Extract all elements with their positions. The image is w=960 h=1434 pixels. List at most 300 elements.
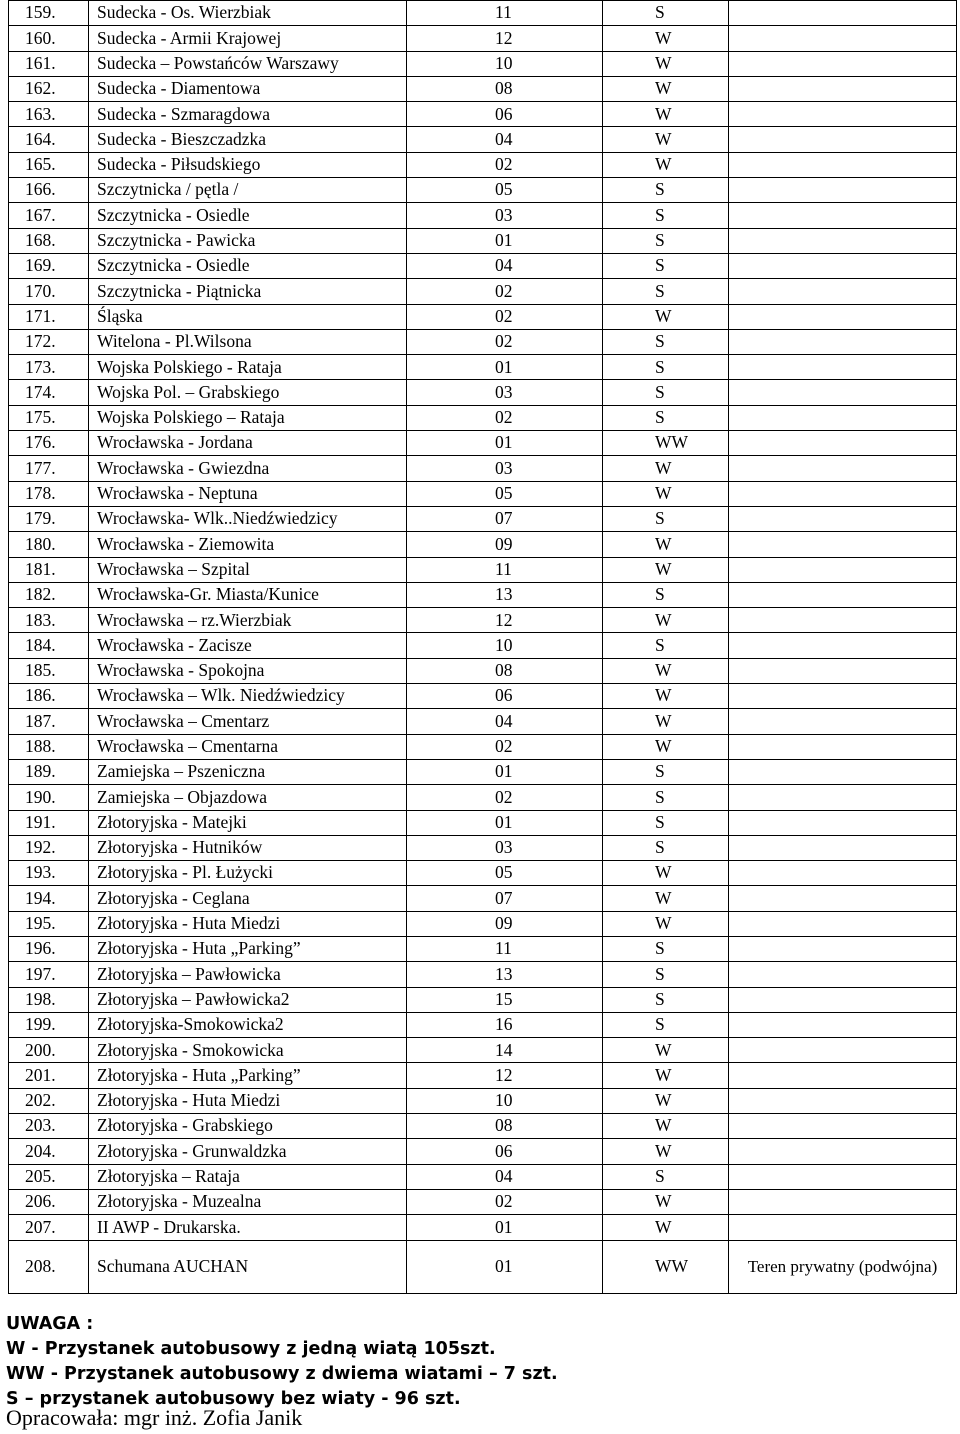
stop-name: Wrocławska – rz.Wierzbiak xyxy=(89,608,407,633)
stop-name: Wrocławska- Wlk..Niedźwiedzicy xyxy=(89,506,407,531)
shelter-type: W xyxy=(603,1114,729,1139)
table-row xyxy=(9,1240,957,1293)
row-note xyxy=(729,835,957,860)
table-row xyxy=(9,279,957,304)
row-number: 175. xyxy=(9,405,89,430)
stop-code: 01 xyxy=(407,355,603,380)
stop-code: 05 xyxy=(407,861,603,886)
row-number: 176. xyxy=(9,431,89,456)
stop-code: 08 xyxy=(407,76,603,101)
shelter-type: W xyxy=(603,684,729,709)
stop-code: 04 xyxy=(407,253,603,278)
table-row xyxy=(9,1215,957,1240)
row-note xyxy=(729,431,957,456)
row-note xyxy=(729,76,957,101)
stop-name: Szczytnicka - Osiedle xyxy=(89,203,407,228)
row-note xyxy=(729,102,957,127)
stop-name: Wrocławska – Wlk. Niedźwiedzicy xyxy=(89,684,407,709)
stop-name: Zamiejska – Pszeniczna xyxy=(89,759,407,784)
row-note xyxy=(729,658,957,683)
stop-code: 06 xyxy=(407,1139,603,1164)
shelter-type: S xyxy=(603,355,729,380)
shelter-type: S xyxy=(603,279,729,304)
legend-title: UWAGA : xyxy=(6,1314,94,1334)
legend-w: W - Przystanek autobusowy z jedną wiatą 105szt. xyxy=(6,1339,496,1359)
row-note xyxy=(729,1139,957,1164)
table-row xyxy=(9,810,957,835)
table-row xyxy=(9,456,957,481)
shelter-type: W xyxy=(603,709,729,734)
row-number: 196. xyxy=(9,936,89,961)
row-number: 186. xyxy=(9,684,89,709)
stop-code: 02 xyxy=(407,152,603,177)
row-note xyxy=(729,1038,957,1063)
row-number: 162. xyxy=(9,76,89,101)
stop-name: Wrocławska - Neptuna xyxy=(89,481,407,506)
stop-code: 02 xyxy=(407,279,603,304)
stop-name: Szczytnicka - Pawicka xyxy=(89,228,407,253)
table-row xyxy=(9,557,957,582)
table-row xyxy=(9,532,957,557)
table-row xyxy=(9,102,957,127)
shelter-type: S xyxy=(603,633,729,658)
shelter-type: W xyxy=(603,1215,729,1240)
row-number: 171. xyxy=(9,304,89,329)
stop-code: 13 xyxy=(407,582,603,607)
row-note xyxy=(729,253,957,278)
stop-name: Złotoryjska - Smokowicka xyxy=(89,1038,407,1063)
stop-name: Złotoryjska - Muzealna xyxy=(89,1189,407,1214)
row-note xyxy=(729,329,957,354)
table-row xyxy=(9,203,957,228)
stop-code: 03 xyxy=(407,380,603,405)
row-number: 163. xyxy=(9,102,89,127)
row-number: 190. xyxy=(9,785,89,810)
stop-code: 05 xyxy=(407,178,603,203)
row-number: 188. xyxy=(9,734,89,759)
row-note xyxy=(729,380,957,405)
table-row xyxy=(9,633,957,658)
stop-name: Sudecka - Diamentowa xyxy=(89,76,407,101)
row-note xyxy=(729,886,957,911)
stop-name: Wrocławska-Gr. Miasta/Kunice xyxy=(89,582,407,607)
row-number: 206. xyxy=(9,1189,89,1214)
table-row xyxy=(9,26,957,51)
row-note xyxy=(729,1088,957,1113)
row-number: 165. xyxy=(9,152,89,177)
table-row xyxy=(9,759,957,784)
table-row xyxy=(9,51,957,76)
row-number: 174. xyxy=(9,380,89,405)
table-row xyxy=(9,861,957,886)
stop-code: 11 xyxy=(407,1,603,26)
stop-code: 01 xyxy=(407,759,603,784)
shelter-type: W xyxy=(603,532,729,557)
row-note xyxy=(729,684,957,709)
table-row xyxy=(9,1114,957,1139)
shelter-type: S xyxy=(603,1012,729,1037)
shelter-type: W xyxy=(603,304,729,329)
row-note xyxy=(729,759,957,784)
stop-code: 07 xyxy=(407,506,603,531)
row-note xyxy=(729,26,957,51)
table-row xyxy=(9,684,957,709)
stop-code: 13 xyxy=(407,962,603,987)
row-note xyxy=(729,152,957,177)
stop-name: Wrocławska - Ziemowita xyxy=(89,532,407,557)
stop-name: Złotoryjska - Matejki xyxy=(89,810,407,835)
table-row xyxy=(9,1139,957,1164)
row-number: 159. xyxy=(9,1,89,26)
row-note xyxy=(729,582,957,607)
row-number: 198. xyxy=(9,987,89,1012)
stop-name: Sudecka - Piłsudskiego xyxy=(89,152,407,177)
row-number: 202. xyxy=(9,1088,89,1113)
row-note xyxy=(729,1189,957,1214)
shelter-type: S xyxy=(603,506,729,531)
row-note xyxy=(729,962,957,987)
shelter-type: W xyxy=(603,911,729,936)
stop-code: 02 xyxy=(407,734,603,759)
shelter-type: S xyxy=(603,228,729,253)
shelter-type: W xyxy=(603,1063,729,1088)
table-row xyxy=(9,253,957,278)
shelter-type: W xyxy=(603,51,729,76)
stop-code: 12 xyxy=(407,26,603,51)
legend xyxy=(6,1312,558,1412)
table-row xyxy=(9,835,957,860)
row-note xyxy=(729,279,957,304)
shelter-type: W xyxy=(603,734,729,759)
stop-code: 12 xyxy=(407,1063,603,1088)
stop-name: Wrocławska - Zacisze xyxy=(89,633,407,658)
stop-code: 02 xyxy=(407,785,603,810)
stop-name: Zamiejska – Objazdowa xyxy=(89,785,407,810)
row-note xyxy=(729,709,957,734)
stop-code: 09 xyxy=(407,532,603,557)
stop-code: 08 xyxy=(407,658,603,683)
stop-name: Sudecka - Os. Wierzbiak xyxy=(89,1,407,26)
stop-name: Złotoryjska - Huta Miedzi xyxy=(89,1088,407,1113)
row-note xyxy=(729,608,957,633)
stop-name: Schumana AUCHAN xyxy=(89,1240,407,1293)
row-number: 194. xyxy=(9,886,89,911)
row-note xyxy=(729,1063,957,1088)
shelter-type: S xyxy=(603,1164,729,1189)
legend-ww: WW - Przystanek autobusowy z dwiema wiatami – 7 szt. xyxy=(6,1364,558,1384)
stop-code: 02 xyxy=(407,405,603,430)
stop-name: Wrocławska – Cmentarz xyxy=(89,709,407,734)
row-note xyxy=(729,936,957,961)
table-row xyxy=(9,1038,957,1063)
shelter-type: S xyxy=(603,203,729,228)
stop-name: Szczytnicka - Osiedle xyxy=(89,253,407,278)
shelter-type: W xyxy=(603,557,729,582)
shelter-type: S xyxy=(603,253,729,278)
stop-name: Sudecka - Szmaragdowa xyxy=(89,102,407,127)
table-row xyxy=(9,582,957,607)
row-number: 160. xyxy=(9,26,89,51)
row-number: 187. xyxy=(9,709,89,734)
shelter-type: S xyxy=(603,835,729,860)
row-number: 161. xyxy=(9,51,89,76)
stop-name: Wrocławska - Jordana xyxy=(89,431,407,456)
table-row xyxy=(9,1012,957,1037)
stop-name: Złotoryjska - Huta „Parking” xyxy=(89,936,407,961)
shelter-type: S xyxy=(603,987,729,1012)
row-number: 201. xyxy=(9,1063,89,1088)
stop-name: Złotoryjska-Smokowicka2 xyxy=(89,1012,407,1037)
stop-name: Wrocławska – Cmentarna xyxy=(89,734,407,759)
stop-name: II AWP - Drukarska. xyxy=(89,1215,407,1240)
bus-stops-table-body xyxy=(9,1,957,1294)
shelter-type: S xyxy=(603,936,729,961)
stop-code: 06 xyxy=(407,684,603,709)
row-number: 172. xyxy=(9,329,89,354)
row-number: 184. xyxy=(9,633,89,658)
stop-code: 02 xyxy=(407,304,603,329)
stop-name: Złotoryjska – Pawłowicka2 xyxy=(89,987,407,1012)
stop-name: Wojska Polskiego – Rataja xyxy=(89,405,407,430)
row-note xyxy=(729,861,957,886)
table-row xyxy=(9,962,957,987)
row-number: 189. xyxy=(9,759,89,784)
row-number: 168. xyxy=(9,228,89,253)
row-number: 179. xyxy=(9,506,89,531)
row-note xyxy=(729,734,957,759)
row-note: Teren prywatny (podwójna) xyxy=(729,1240,957,1293)
table-row xyxy=(9,734,957,759)
stop-code: 11 xyxy=(407,936,603,961)
row-note xyxy=(729,355,957,380)
table-row xyxy=(9,178,957,203)
shelter-type: W xyxy=(603,152,729,177)
table-row xyxy=(9,355,957,380)
row-note xyxy=(729,1215,957,1240)
row-number: 195. xyxy=(9,911,89,936)
row-note xyxy=(729,481,957,506)
stop-name: Sudecka - Bieszczadzka xyxy=(89,127,407,152)
row-number: 166. xyxy=(9,178,89,203)
row-number: 169. xyxy=(9,253,89,278)
row-number: 208. xyxy=(9,1240,89,1293)
table-row xyxy=(9,1,957,26)
stop-code: 02 xyxy=(407,329,603,354)
stop-name: Szczytnicka / pętla / xyxy=(89,178,407,203)
table-row xyxy=(9,1063,957,1088)
stop-name: Złotoryjska - Huta „Parking” xyxy=(89,1063,407,1088)
row-note xyxy=(729,1012,957,1037)
stop-name: Złotoryjska - Hutników xyxy=(89,835,407,860)
stop-name: Złotoryjska - Grabskiego xyxy=(89,1114,407,1139)
stop-code: 05 xyxy=(407,481,603,506)
stop-code: 16 xyxy=(407,1012,603,1037)
stop-name: Złotoryjska - Ceglana xyxy=(89,886,407,911)
stop-code: 14 xyxy=(407,1038,603,1063)
table-row xyxy=(9,658,957,683)
row-number: 167. xyxy=(9,203,89,228)
stop-code: 01 xyxy=(407,228,603,253)
row-note xyxy=(729,1164,957,1189)
row-note xyxy=(729,506,957,531)
table-row xyxy=(9,329,957,354)
stop-code: 11 xyxy=(407,557,603,582)
stop-code: 06 xyxy=(407,102,603,127)
stop-code: 01 xyxy=(407,1215,603,1240)
stop-name: Sudecka – Powstańców Warszawy xyxy=(89,51,407,76)
shelter-type: W xyxy=(603,76,729,101)
stop-code: 08 xyxy=(407,1114,603,1139)
stop-name: Szczytnicka - Piątnicka xyxy=(89,279,407,304)
row-number: 197. xyxy=(9,962,89,987)
table-row xyxy=(9,127,957,152)
shelter-type: S xyxy=(603,380,729,405)
stop-code: 07 xyxy=(407,886,603,911)
stop-code: 10 xyxy=(407,1088,603,1113)
row-number: 170. xyxy=(9,279,89,304)
shelter-type: W xyxy=(603,1088,729,1113)
row-note xyxy=(729,304,957,329)
table-row xyxy=(9,481,957,506)
shelter-type: S xyxy=(603,1,729,26)
table-row xyxy=(9,608,957,633)
row-number: 182. xyxy=(9,582,89,607)
stop-name: Złotoryjska – Rataja xyxy=(89,1164,407,1189)
stop-code: 15 xyxy=(407,987,603,1012)
table-row xyxy=(9,911,957,936)
table-row xyxy=(9,709,957,734)
stop-name: Śląska xyxy=(89,304,407,329)
shelter-type: W xyxy=(603,861,729,886)
table-row xyxy=(9,1189,957,1214)
row-note xyxy=(729,1114,957,1139)
stop-code: 03 xyxy=(407,835,603,860)
table-row xyxy=(9,785,957,810)
table-row xyxy=(9,76,957,101)
table-row xyxy=(9,886,957,911)
row-number: 178. xyxy=(9,481,89,506)
shelter-type: S xyxy=(603,810,729,835)
stop-name: Wojska Pol. – Grabskiego xyxy=(89,380,407,405)
row-note xyxy=(729,785,957,810)
shelter-type: S xyxy=(603,178,729,203)
table-row xyxy=(9,431,957,456)
stop-code: 01 xyxy=(407,431,603,456)
row-number: 177. xyxy=(9,456,89,481)
shelter-type: W xyxy=(603,886,729,911)
shelter-type: W xyxy=(603,26,729,51)
row-number: 207. xyxy=(9,1215,89,1240)
row-number: 205. xyxy=(9,1164,89,1189)
bus-stops-table xyxy=(8,0,957,1294)
row-note xyxy=(729,178,957,203)
stop-name: Złotoryjska - Pl. Łużycki xyxy=(89,861,407,886)
row-number: 180. xyxy=(9,532,89,557)
row-note xyxy=(729,228,957,253)
stop-name: Złotoryjska - Huta Miedzi xyxy=(89,911,407,936)
shelter-type: WW xyxy=(603,1240,729,1293)
stop-code: 01 xyxy=(407,1240,603,1293)
row-note xyxy=(729,987,957,1012)
row-number: 203. xyxy=(9,1114,89,1139)
row-number: 200. xyxy=(9,1038,89,1063)
shelter-type: W xyxy=(603,102,729,127)
stop-code: 04 xyxy=(407,709,603,734)
stop-name: Złotoryjska – Pawłowicka xyxy=(89,962,407,987)
stop-code: 02 xyxy=(407,1189,603,1214)
stop-name: Wojska Polskiego - Rataja xyxy=(89,355,407,380)
stop-name: Witelona - Pl.Wilsona xyxy=(89,329,407,354)
row-note xyxy=(729,203,957,228)
shelter-type: W xyxy=(603,608,729,633)
stop-code: 03 xyxy=(407,456,603,481)
row-number: 173. xyxy=(9,355,89,380)
table-row xyxy=(9,228,957,253)
row-number: 193. xyxy=(9,861,89,886)
table-row xyxy=(9,1088,957,1113)
table-row xyxy=(9,304,957,329)
table-row xyxy=(9,987,957,1012)
shelter-type: S xyxy=(603,329,729,354)
row-note xyxy=(729,405,957,430)
row-note xyxy=(729,532,957,557)
shelter-type: W xyxy=(603,1038,729,1063)
shelter-type: W xyxy=(603,481,729,506)
shelter-type: W xyxy=(603,1139,729,1164)
stop-code: 09 xyxy=(407,911,603,936)
shelter-type: S xyxy=(603,785,729,810)
stop-code: 12 xyxy=(407,608,603,633)
row-note xyxy=(729,810,957,835)
stop-name: Sudecka - Armii Krajowej xyxy=(89,26,407,51)
row-note xyxy=(729,911,957,936)
table-row xyxy=(9,380,957,405)
row-number: 183. xyxy=(9,608,89,633)
row-number: 164. xyxy=(9,127,89,152)
table-row xyxy=(9,506,957,531)
stop-code: 10 xyxy=(407,633,603,658)
stop-name: Wrocławska - Gwiezdna xyxy=(89,456,407,481)
shelter-type: W xyxy=(603,658,729,683)
row-number: 192. xyxy=(9,835,89,860)
row-number: 199. xyxy=(9,1012,89,1037)
shelter-type: W xyxy=(603,1189,729,1214)
shelter-type: S xyxy=(603,759,729,784)
author-line: Opracowała: mgr inż. Zofia Janik xyxy=(6,1405,303,1430)
stop-name: Wrocławska - Spokojna xyxy=(89,658,407,683)
shelter-type: S xyxy=(603,582,729,607)
row-note xyxy=(729,557,957,582)
row-number: 185. xyxy=(9,658,89,683)
row-note xyxy=(729,127,957,152)
table-row xyxy=(9,405,957,430)
row-note xyxy=(729,633,957,658)
stop-code: 03 xyxy=(407,203,603,228)
stop-name: Wrocławska – Szpital xyxy=(89,557,407,582)
row-note xyxy=(729,1,957,26)
row-note xyxy=(729,456,957,481)
table-row xyxy=(9,1164,957,1189)
stop-code: 10 xyxy=(407,51,603,76)
shelter-type: W xyxy=(603,456,729,481)
shelter-type: S xyxy=(603,962,729,987)
stop-code: 04 xyxy=(407,127,603,152)
row-number: 204. xyxy=(9,1139,89,1164)
shelter-type: WW xyxy=(603,431,729,456)
row-number: 191. xyxy=(9,810,89,835)
stop-name: Złotoryjska - Grunwaldzka xyxy=(89,1139,407,1164)
table-row xyxy=(9,152,957,177)
